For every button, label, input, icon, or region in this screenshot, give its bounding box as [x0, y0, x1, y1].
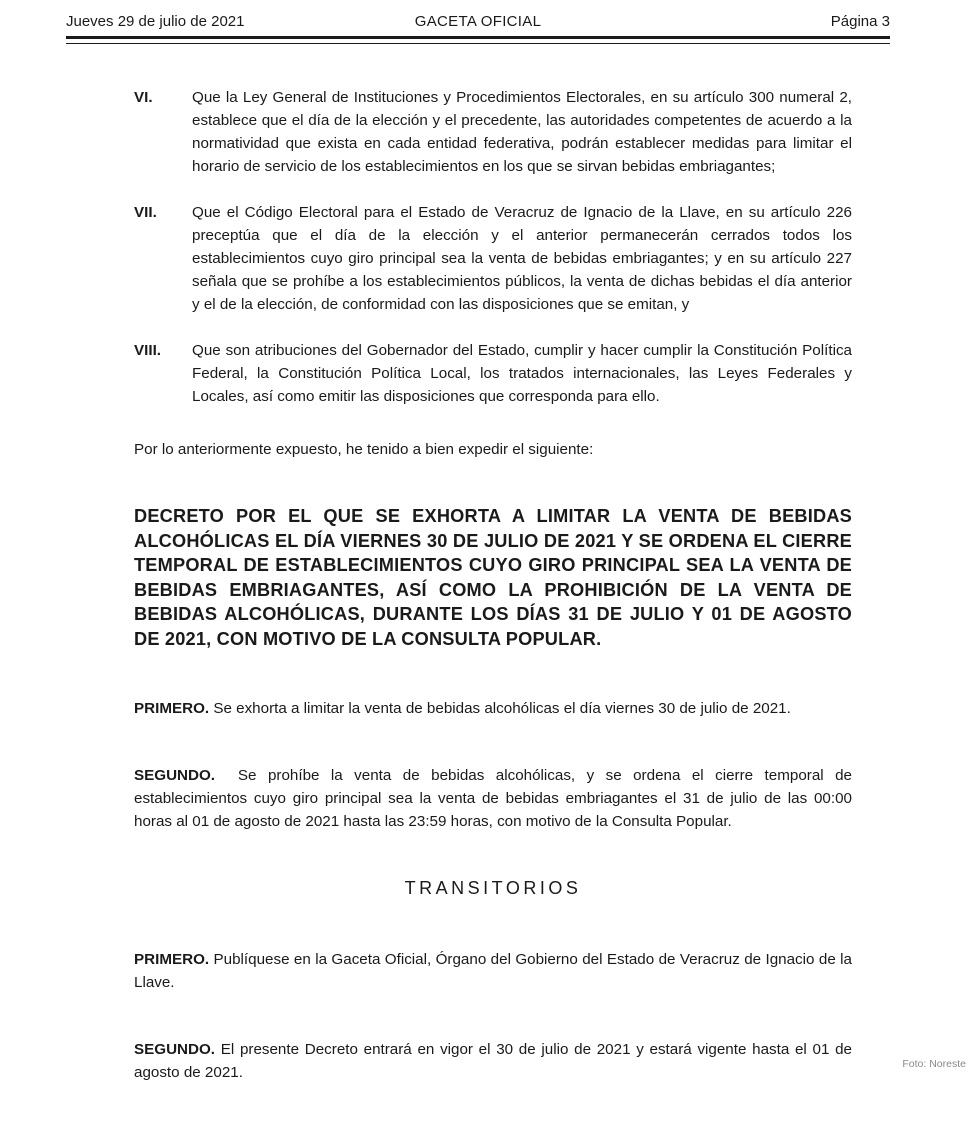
decree-title: DECRETO POR EL QUE SE EXHORTA A LIMITAR LA VENTA DE BEBIDAS ALCOHÓLICAS EL DÍA VIERNES 30 DE JULIO DE 2021 Y SE ORDENA EL CIERRE TEMPORAL DE ESTABLECIMIENTOS CUYO GIRO PRINCIPAL SEA LA VENTA DE BEBIDAS EMBRIAGANTES, ASÍ COMO LA PROHIBICIÓN DE LA VENTA DE BEBIDAS ALCOHÓLICAS, DURANTE LOS DÍAS 31 DE JULIO Y 01 DE AGOSTO DE 2021, CON MOTIVO DE LA CONSULTA POPULAR.	[134, 506, 852, 649]
header-rule-thick	[66, 36, 890, 39]
article-label: SEGUNDO.	[134, 767, 216, 784]
transitorio-label: PRIMERO.	[134, 951, 210, 968]
article-label: PRIMERO.	[134, 700, 210, 717]
page-header	[66, 10, 890, 34]
item-text: Que la Ley General de Instituciones y Procedimientos Electorales, en su artículo 300 numeral 2, establece que el día de la elección y el precedente, las autoridades competentes de acuerdo a la normatividad que exista en cada entidad federativa, podrán establecer medidas para limitar el horario de servicio de los establecimientos en los que se sirvan bebidas embriagantes;	[192, 89, 852, 175]
article-segundo	[134, 764, 852, 833]
item-text: Que son atribuciones del Gobernador del Estado, cumplir y hacer cumplir la Constitución Política Federal, la Constitución Política Local, los tratados internacionales, las Leyes Federales y Locales, así como emitir las disposiciones que corresponda para ello.	[192, 342, 852, 405]
transitorios-heading: TRANSITORIOS	[404, 878, 582, 898]
article-text: Se exhorta a limitar la venta de bebidas alcohólicas el día viernes 30 de julio de 2021.	[213, 700, 791, 717]
article-primero	[134, 697, 852, 720]
photo-credit: Foto: Noreste	[902, 1058, 966, 1070]
transitorio-segundo	[134, 1038, 852, 1084]
header-rule-thin	[66, 43, 890, 44]
article-text: Se prohíbe la venta de bebidas alcohólicas, y se ordena el cierre temporal de establecimientos cuyo giro principal sea la venta de bebidas embriagantes el 31 de julio de las 00:00 horas al 01 de agosto de 2021 hasta las 23:59 horas, con motivo de la Consulta Popular.	[134, 767, 852, 830]
transitorio-text: Publíquese en la Gaceta Oficial, Órgano del Gobierno del Estado de Veracruz de Ignacio de la Llave.	[134, 951, 852, 991]
transitorio-text: El presente Decreto entrará en vigor el 30 de julio de 2021 y estará vigente hasta el 01 de agosto de 2021.	[134, 1041, 852, 1081]
considerando-item	[134, 339, 852, 408]
header-title: GACETA OFICIAL	[414, 13, 542, 30]
item-text: Que el Código Electoral para el Estado de Veracruz de Ignacio de la Llave, en su artículo 226 preceptúa que el día de la elección y el anterior permanecerán cerrados todos los establecimientos cuyo giro principal sea la venta de bebidas embriagantes; y en su artículo 227 señala que se prohíbe a los establecimientos públicos, la venta de dichas bebidas el día anterior y el de la elección, de conformidad con las disposiciones que se emitan, y	[192, 204, 852, 313]
item-number: VII.	[134, 204, 157, 221]
item-number: VIII.	[134, 342, 162, 359]
transitorio-primero	[134, 948, 852, 994]
intro-paragraph: Por lo anteriormente expuesto, he tenido a bien expedir el siguiente:	[134, 441, 594, 458]
considerando-item	[134, 201, 852, 316]
header-page-number: Página 3	[830, 13, 890, 30]
item-number: VI.	[134, 89, 153, 106]
considerando-item	[134, 86, 852, 178]
header-date: Jueves 29 de julio de 2021	[66, 13, 245, 30]
transitorio-label: SEGUNDO.	[134, 1041, 216, 1058]
document-body	[134, 86, 852, 1128]
